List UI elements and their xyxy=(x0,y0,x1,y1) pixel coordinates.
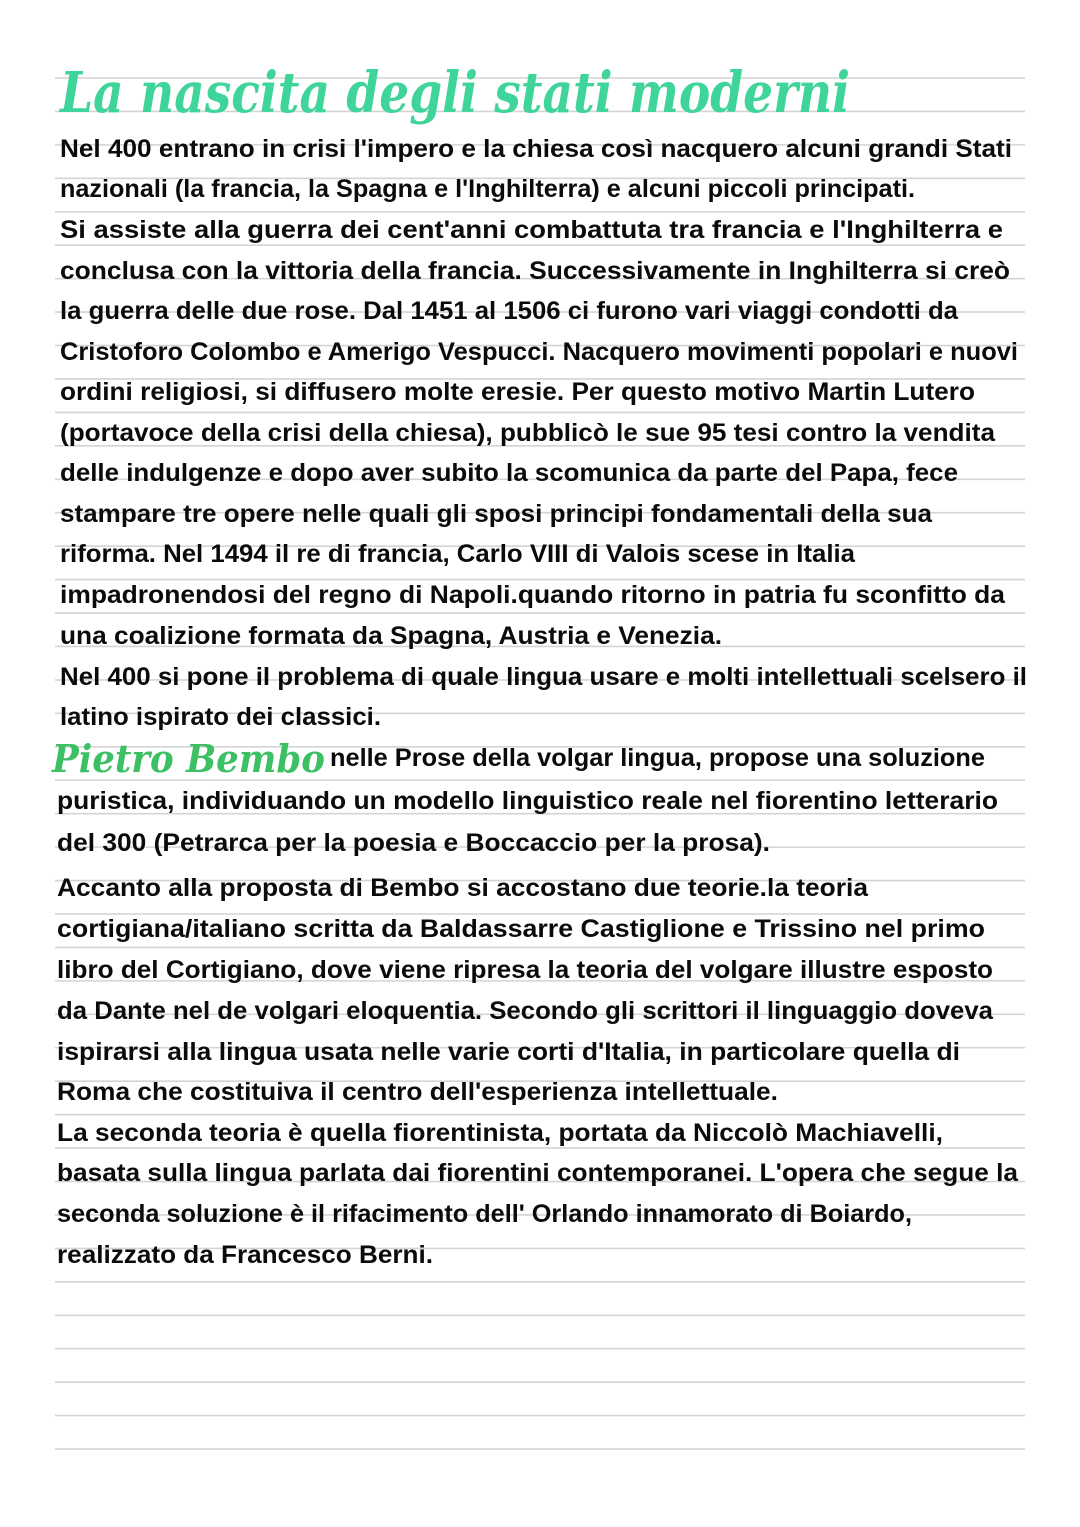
text-line: ordini religiosi, si diffusero molte eresie. Per questo motivo Martin Lutero xyxy=(60,378,975,406)
text-line: Accanto alla proposta di Bembo si accostano due teorie.la teoria xyxy=(57,874,870,902)
text-line: seconda soluzione è il rifacimento dell' Orlando innamorato di Boiardo, xyxy=(57,1200,912,1228)
text-line: puristica, individuando un modello linguistico reale nel fiorentino letterario xyxy=(57,787,998,815)
text-line: delle indulgenze e dopo aver subito la scomunica da parte del Papa, fece xyxy=(60,459,959,487)
text-line: nazionali (la francia, la Spagna e l'Inghilterra) e alcuni piccoli principati. xyxy=(60,175,915,203)
text-line: realizzato da Francesco Berni. xyxy=(57,1241,433,1269)
text-line: cortigiana/italiano scritta da Baldassarre Castiglione e Trissino nel primo xyxy=(57,915,985,943)
text-line: Nel 400 si pone il problema di quale lingua usare e molti intellettuali scelsero il xyxy=(60,663,1027,691)
text-line: Si assiste alla guerra dei cent'anni combattuta tra francia e l'Inghilterra e xyxy=(60,216,1004,244)
text-line: del 300 (Petrarca per la poesia e Boccaccio per la prosa). xyxy=(57,829,771,857)
text-line: La seconda teoria è quella fiorentinista, portata da Niccolò Machiavelli, xyxy=(57,1119,943,1147)
text-line: latino ispirato dei classici. xyxy=(60,703,381,731)
text-line: stampare tre opere nelle quali gli sposi principi fondamentali della sua xyxy=(60,500,934,528)
page-title: La nascita degli stati moderni xyxy=(58,60,850,126)
note-body xyxy=(51,135,1027,1269)
text-line: ispirarsi alla lingua usata nelle varie corti d'Italia, in particolare quella di xyxy=(57,1038,960,1066)
text-line: conclusa con la vittoria della francia. Successivamente in Inghilterra si creò xyxy=(60,257,1010,285)
text-line: Cristoforo Colombo e Amerigo Vespucci. Nacquero movimenti popolari e nuovi xyxy=(60,338,1018,366)
text-line: basata sulla lingua parlata dai fiorentini contemporanei. L'opera che segue la xyxy=(57,1159,1020,1187)
text-line: nelle Prose della volgar lingua, propose una soluzione xyxy=(330,744,986,772)
highlighted-name: Pietro Bembo xyxy=(51,736,325,781)
text-line: la guerra delle due rose. Dal 1451 al 1506 ci furono vari viaggi condotti da xyxy=(60,297,960,325)
text-line: riforma. Nel 1494 il re di francia, Carlo VIII di Valois scese in Italia xyxy=(60,540,857,568)
text-line: impadronendosi del regno di Napoli.quando ritorno in patria fu sconfitto da xyxy=(60,581,1007,609)
text-line: da Dante nel de volgari eloquentia. Secondo gli scrittori il linguaggio doveva xyxy=(57,997,995,1025)
text-line: una coalizione formata da Spagna, Austria e Venezia. xyxy=(60,622,722,650)
text-line: Nel 400 entrano in crisi l'impero e la chiesa così nacquero alcuni grandi Stati xyxy=(60,135,1012,163)
text-line: Roma che costituiva il centro dell'esperienza intellettuale. xyxy=(57,1078,778,1106)
text-line: libro del Cortigiano, dove viene ripresa la teoria del volgare illustre esposto xyxy=(57,956,994,984)
text-line: (portavoce della crisi della chiesa), pubblicò le sue 95 tesi contro la vendita xyxy=(60,419,997,447)
